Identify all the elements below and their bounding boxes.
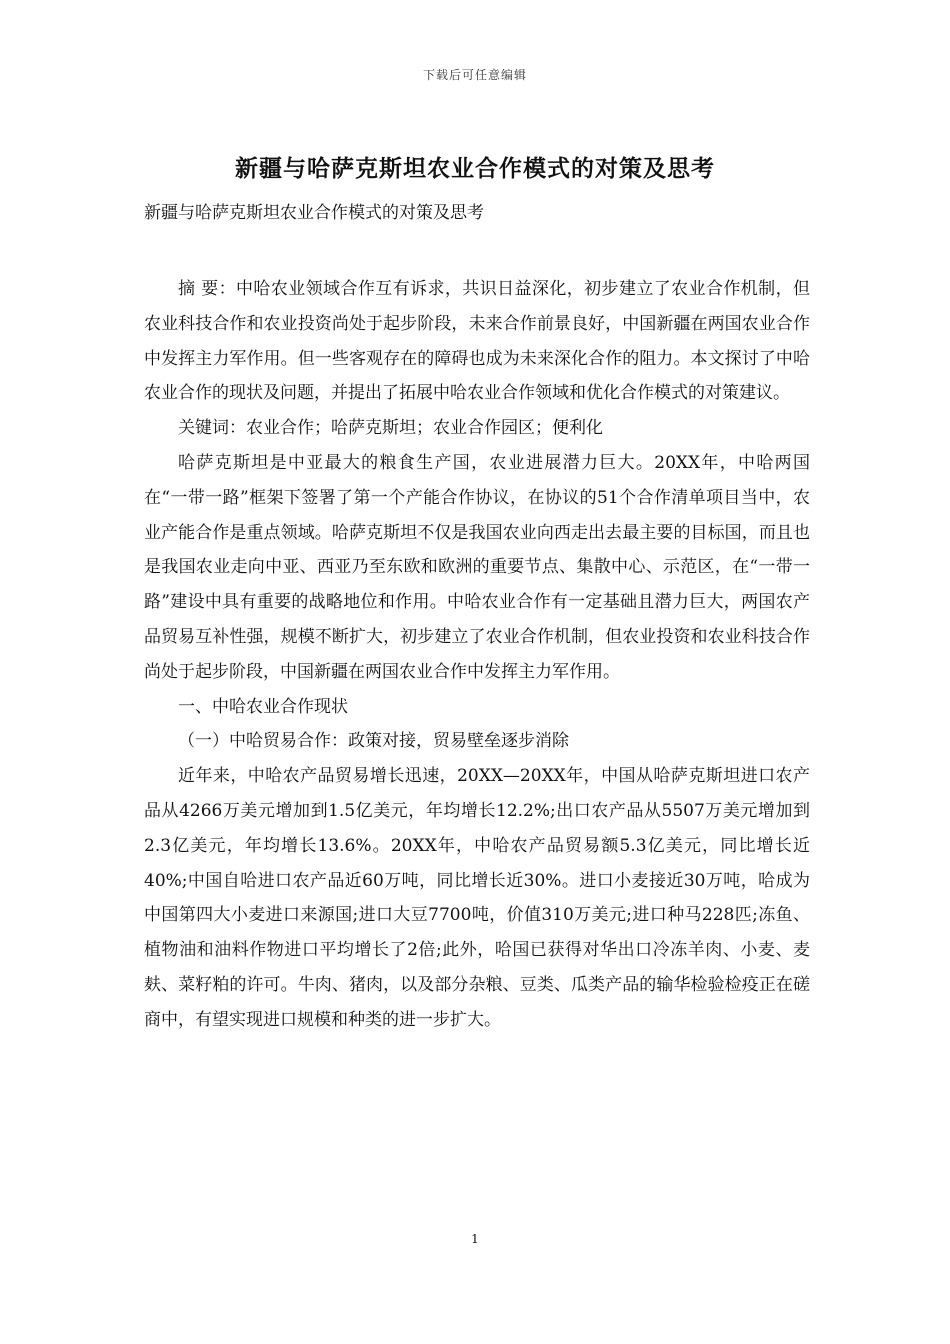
subsection-heading: （一）中哈贸易合作：政策对接，贸易壁垒逐步消除 bbox=[178, 731, 569, 752]
header-note: 下载后可任意编辑 bbox=[422, 68, 527, 82]
document-body bbox=[144, 272, 810, 1038]
abstract-paragraph: 摘 要：中哈农业领域合作互有诉求，共识日益深化，初步建立了农业合作机制，但农业科技合作和农业投资尚处于起步阶段，未来合作前景良好，中国新疆在两国农业合作中发挥主力军作用。但一些客观存在的障碍也成为未来深化合作的阻力。本文探讨了中哈农业合作的现状及问题，并提出了拓展中哈农业合作领域和优化合作模式的对策建议。 bbox=[144, 279, 810, 404]
keywords-line: 关键词：农业合作；哈萨克斯坦；农业合作园区；便利化 bbox=[178, 418, 603, 439]
document-title: 新疆与哈萨克斯坦农业合作模式的对策及思考 bbox=[235, 155, 715, 182]
intro-paragraph: 哈萨克斯坦是中亚最大的粮食生产国，农业进展潜力巨大。20XX年，中哈两国在“一带一路”框架下签署了第一个产能合作协议，在协议的51个合作清单项目当中，农业产能合作是重点领域。哈萨克斯坦不仅是我国农业向西走出去最主要的目标国，而且也是我国农业走向中亚、西亚乃至东欧和欧洲的重要节点、集散中心、示范区，在“一带一路”建设中具有重要的战略地位和作用。中哈农业合作有一定基础且潜力巨大，两国农产品贸易互补性强，规模不断扩大，初步建立了农业合作机制，但农业投资和农业科技合作尚处于起步阶段，中国新疆在两国农业合作中发挥主力军作用。 bbox=[144, 452, 810, 682]
page-number: 1 bbox=[471, 1232, 479, 1246]
trade-paragraph: 近年来，中哈农产品贸易增长迅速，20XX—20XX年，中国从哈萨克斯坦进口农产品从4266万美元增加到1.5亿美元，年均增长12.2%;出口农产品从5507万美元增加到2.3亿美元，年均增长13.6%。20XX年，中哈农产品贸易额5.3亿美元，同比增长近40%;中国自哈进口农产品近60万吨，同比增长近30%。进口小麦接近30万吨，哈成为中国第四大小麦进口来源国;进口大豆7700吨，价值310万美元;进口种马228匹;冻鱼、植物油和油料作物进口平均增长了2倍;此外，哈国已获得对华出口冷冻羊肉、小麦、麦麸、菜籽粕的许可。牛肉、猪肉，以及部分杂粮、豆类、瓜类产品的输华检验检疫正在磋商中，有望实现进口规模和种类的进一步扩大。 bbox=[144, 766, 810, 1030]
document-subtitle: 新疆与哈萨克斯坦农业合作模式的对策及思考 bbox=[144, 203, 484, 223]
section-heading: 一、中哈农业合作现状 bbox=[178, 696, 348, 717]
